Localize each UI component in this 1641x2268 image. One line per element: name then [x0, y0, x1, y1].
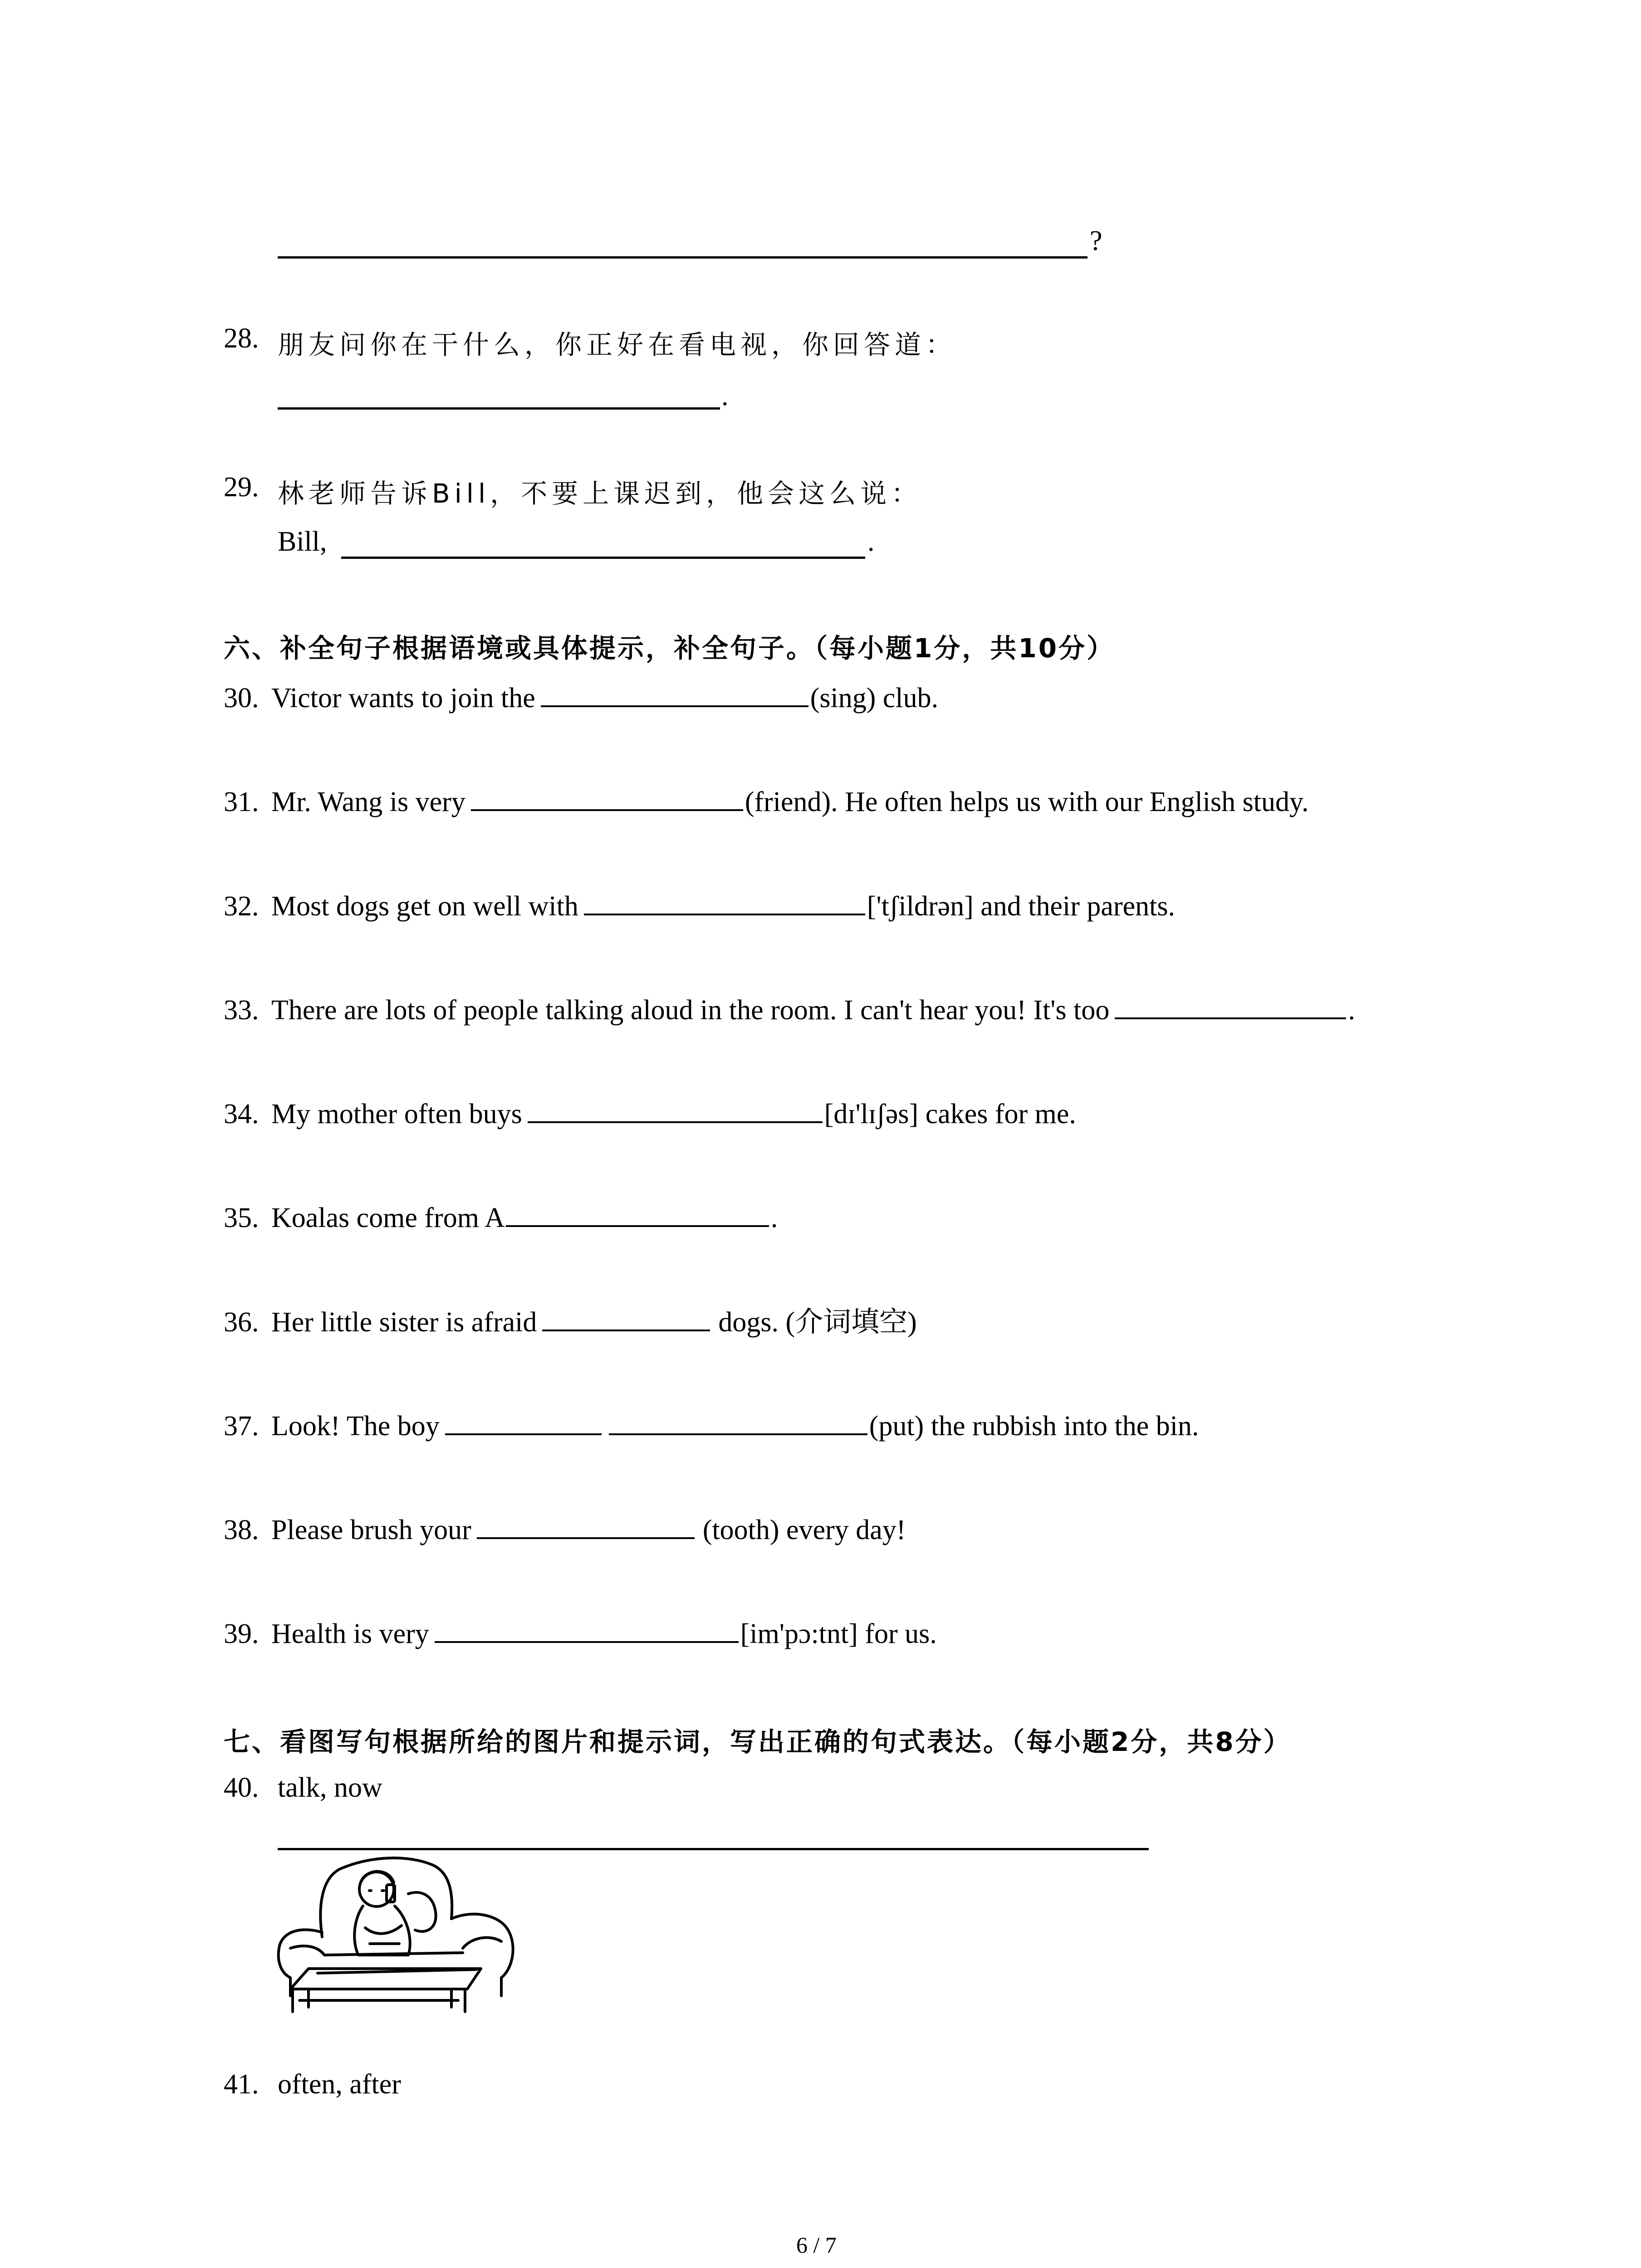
q29-number: 29. [224, 472, 259, 503]
q27-answer-line[interactable] [278, 256, 1087, 259]
q32-text-before: Most dogs get on well with [271, 891, 578, 922]
q35-blank[interactable] [506, 1223, 769, 1227]
q40-number: 40. [224, 1772, 259, 1803]
page-number: 6 / 7 [796, 2232, 837, 2258]
q28-number: 28. [224, 323, 259, 354]
q31-text-before: Mr. Wang is very [271, 787, 465, 817]
q40-picture [272, 1851, 535, 2014]
q29-answer-line[interactable] [341, 557, 865, 559]
q34 [224, 1100, 1076, 1128]
q31-text-after: (friend). He often helps us with our English study. [745, 787, 1309, 817]
q35-text-before: Koalas come from A [271, 1202, 505, 1233]
q33-blank[interactable] [1115, 1016, 1346, 1019]
section-6-heading: 六、补全句子根据语境或具体提示，补全句子。（每小题1分，共10分） [224, 633, 1115, 664]
q36-blank[interactable] [542, 1328, 710, 1331]
q34-text-after: [dɪ'lɪʃəs] cakes for me. [824, 1099, 1076, 1129]
sofa-cushion [408, 1892, 436, 1931]
q37-blank-1[interactable] [445, 1432, 602, 1435]
q39-text-before: Health is very [271, 1618, 429, 1649]
section-7-heading: 七、看图写句根据所给的图片和提示词，写出正确的句式表达。（每小题2分，共8分） [224, 1726, 1292, 1757]
q33 [224, 996, 1355, 1024]
q34-blank[interactable] [528, 1119, 823, 1123]
q31-blank[interactable] [471, 807, 743, 811]
q30-text-before: Victor wants to join the [271, 683, 535, 714]
q37-text-before: Look! The boy [271, 1411, 440, 1442]
q30-number: 30. [224, 683, 259, 714]
q31 [224, 788, 1309, 816]
q39-text-after: [im'pɔ:tnt] for us. [740, 1618, 937, 1649]
q31-number: 31. [224, 787, 259, 817]
q33-number: 33. [224, 995, 259, 1026]
q39 [224, 1620, 937, 1648]
q37 [224, 1412, 1199, 1440]
q32 [224, 892, 1175, 920]
q33-text-after: . [1348, 995, 1355, 1026]
q39-blank[interactable] [435, 1639, 739, 1643]
q41-hint: often, after [278, 2069, 401, 2100]
q40-hint: talk, now [278, 1772, 382, 1803]
q38-number: 38. [224, 1515, 259, 1545]
q39-number: 39. [224, 1618, 259, 1649]
q36-number: 36. [224, 1307, 259, 1338]
q28-end-mark: . [721, 381, 729, 411]
q40-answer-line[interactable] [278, 1848, 1149, 1850]
q36-text-before: Her little sister is afraid [271, 1307, 537, 1338]
q32-text-after: ['tʃildrən] and their parents. [867, 891, 1175, 922]
q30-text-after: (sing) club. [810, 683, 939, 714]
q38-text-before: Please brush your [271, 1515, 471, 1545]
q28-prompt: 朋友问你在干什么，你正好在看电视，你回答道： [278, 329, 957, 360]
q29-end-mark: . [867, 526, 875, 557]
q35 [224, 1204, 778, 1232]
q32-blank[interactable] [584, 912, 865, 915]
q30 [224, 684, 938, 712]
q37-blank-2[interactable] [609, 1432, 867, 1435]
q38-blank[interactable] [477, 1535, 695, 1539]
q35-number: 35. [224, 1202, 259, 1233]
q27-end-mark: ? [1090, 225, 1102, 256]
q32-number: 32. [224, 891, 259, 922]
q38 [224, 1516, 906, 1544]
q41-number: 41. [224, 2069, 259, 2100]
q36 [224, 1308, 917, 1336]
q38-text-after: (tooth) every day! [702, 1515, 906, 1545]
q37-text-after: (put) the rubbish into the bin. [869, 1411, 1199, 1442]
q29-prompt: 林老师告诉Bill，不要上课迟到，他会这么说： [278, 478, 922, 509]
q29-lead: Bill, [278, 526, 327, 557]
q28-answer-line[interactable] [278, 407, 720, 410]
q30-blank[interactable] [541, 704, 808, 707]
q36-text-after: dogs. (介词填空) [718, 1307, 917, 1338]
girl-body [354, 1906, 410, 1955]
sofa-right-arm [451, 1914, 513, 1996]
q33-text-before: There are lots of people talking aloud in the room. I can't hear you! It's too [271, 995, 1110, 1026]
q34-text-before: My mother often buys [271, 1099, 522, 1129]
sofa-left-arm [279, 1930, 322, 1996]
q35-text-after: . [770, 1202, 778, 1233]
q34-number: 34. [224, 1099, 259, 1129]
q37-number: 37. [224, 1411, 259, 1442]
